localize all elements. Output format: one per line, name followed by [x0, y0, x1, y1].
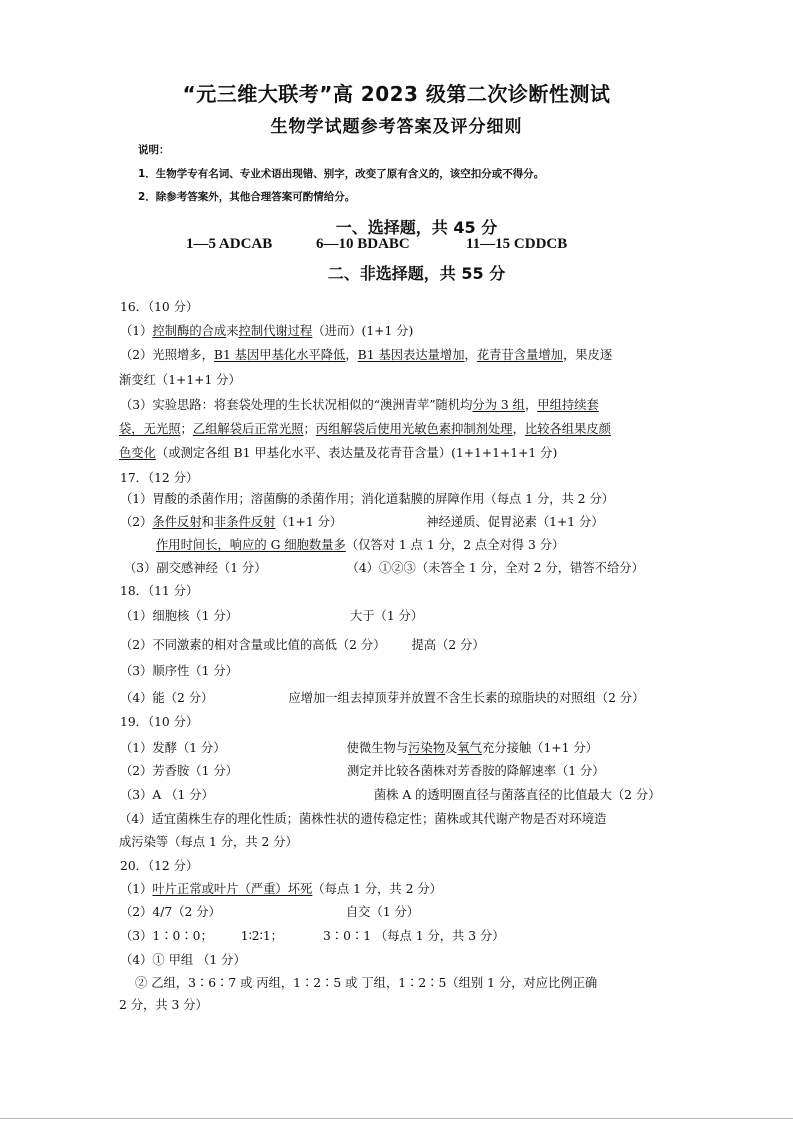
answer-text: （3）实验思路：将套袋处理的生长状况相似的“澳洲青苹”随机均	[120, 398, 473, 412]
answer-line	[120, 299, 198, 315]
answer-text: 及	[445, 741, 458, 755]
answer-line	[119, 811, 606, 827]
answer-line	[119, 834, 298, 850]
answer-text: 应增加一组去掉顶芽并放置不含生长素的琼脂块的对照组（2 分）	[288, 691, 645, 705]
answer-line	[120, 347, 612, 363]
answer-line	[120, 608, 423, 624]
underlined-answer: ，响应的 G 细胞数量多	[217, 538, 346, 552]
underlined-answer: B1 基因甲基化水平降低	[213, 348, 346, 362]
answer-text: ，果皮逐	[562, 348, 613, 362]
mc-answers-6-10: 6—10 BDABC	[316, 236, 410, 252]
answer-text: （3）副交感神经（1 分）	[124, 561, 267, 575]
note-item: 2．除参考答案外，其他合理答案可酌情给分。	[138, 191, 356, 203]
underlined-answer: 条件反射	[152, 515, 202, 529]
answer-text: ，	[524, 398, 538, 412]
mc-answers-1-5: 1—5 ADCAB	[186, 236, 273, 252]
answer-line	[120, 928, 505, 944]
answer-text: （1+1 分）	[275, 515, 343, 529]
answer-text: （仅答对 1 点 1 分，2 点全对得 3 分）	[345, 538, 565, 552]
underlined-answer: 甲组持续套	[537, 398, 599, 412]
answer-text: （4）①②③（未答全 1 分，全对 2 分，错答不给分）	[346, 561, 644, 575]
answer-line	[120, 560, 644, 576]
answer-line	[119, 997, 208, 1013]
answer-line	[120, 537, 564, 553]
answer-text: （4）① 甲组 （1 分）	[120, 953, 246, 967]
answer-text: 2 分，共 3 分）	[119, 998, 208, 1012]
answer-text: （3）A （1 分）	[120, 788, 214, 802]
underlined-answer: 叶片正常或叶片（严重）坏死	[152, 882, 313, 896]
answer-text: 测定并比较各菌株对芳香胺的降解速率（1 分）	[346, 764, 605, 778]
answer-text: 20．（12 分）	[120, 859, 199, 873]
answer-line	[119, 445, 557, 461]
answer-line	[120, 514, 604, 530]
underlined-answer: 作用时间长	[156, 538, 218, 552]
answer-text: （1）	[120, 882, 153, 896]
answer-line	[120, 858, 198, 874]
answer-text: （1）胃酸的杀菌作用；溶菌酶的杀菌作用；消化道黏膜的屏障作用（每点 1 分，共 2 分）	[120, 492, 615, 506]
answer-text: ；	[303, 422, 316, 436]
note-item: 1．生物学专有名词、专业术语出现错、别字，改变了原有含义的，该空扣分或不得分。	[138, 168, 545, 180]
answer-line	[120, 881, 442, 897]
answer-line	[120, 323, 413, 339]
answer-text: 充分接触（1+1 分）	[481, 741, 598, 755]
underlined-answer: 比较各组果皮颜	[524, 422, 611, 436]
answer-line	[120, 491, 614, 507]
answer-text: 提高（2 分）	[411, 638, 485, 652]
section2-title: 二、非选择题，共 55 分	[327, 264, 506, 283]
section1-title: 一、选择题，共 45 分	[335, 218, 498, 237]
answer-text: 大于（1 分）	[349, 609, 424, 623]
answer-text: （2）不同激素的相对含量或比值的高低（2 分）	[120, 638, 386, 652]
underlined-answer: 控制代谢过程	[238, 324, 313, 338]
answer-line	[120, 904, 419, 920]
answer-line	[119, 372, 241, 388]
answer-text: 神经递质、促胃泌素（1+1 分）	[426, 515, 604, 529]
answer-line	[119, 421, 611, 437]
answer-text: 16．（10 分）	[120, 300, 199, 314]
answer-text: ，	[464, 348, 477, 362]
underlined-answer: 氧气	[457, 741, 482, 755]
answer-text: 1∶2∶1；	[240, 929, 283, 943]
answer-text: 成污染等（每点 1 分，共 2 分）	[119, 835, 298, 849]
underlined-answer: 丙组解袋后使用光敏色素抑制剂处理	[315, 422, 513, 436]
answer-line	[120, 952, 246, 968]
page-bottom-rule	[0, 1118, 793, 1119]
answer-text: 使微生物与	[346, 741, 409, 755]
answer-line	[120, 714, 198, 730]
answer-key-subtitle: 生物学试题参考答案及评分细则	[270, 117, 523, 137]
answer-text: ，	[345, 348, 358, 362]
underlined-answer: 控制酶的合成	[152, 324, 227, 338]
answer-text: （3）1∶0∶0；	[120, 929, 213, 943]
underlined-answer: 袋，无光照	[119, 422, 181, 436]
answer-text: ② 乙组，3∶6∶7 或 丙组，1∶2∶5 或 丁组，1∶2∶5（组别 1 分，对应比例正确	[135, 976, 598, 990]
mc-answers-11-15: 11—15 CDDCB	[466, 236, 568, 252]
answer-text: （2）	[120, 515, 153, 529]
underlined-answer: 污染物	[408, 741, 446, 755]
answer-text: （1）发酵（1 分）	[120, 741, 226, 755]
answer-text: （2）光照增多，	[120, 348, 214, 362]
answer-line	[119, 975, 597, 991]
answer-line	[120, 397, 599, 413]
underlined-answer: 分为 3 组	[472, 398, 525, 412]
answer-text: （4）适宜菌株生存的理化性质；菌株性状的遗传稳定性；菌株或其代谢产物是否对环境造	[119, 812, 607, 826]
answer-text: 3∶0∶1 （每点 1 分，共 3 分）	[322, 929, 505, 943]
answer-text: 19．（10 分）	[120, 715, 199, 729]
answer-text: 自交（1 分）	[345, 905, 420, 919]
answer-line	[120, 787, 661, 803]
answer-text: （4）能（2 分）	[120, 691, 214, 705]
answer-text: （或测定各组 B1 甲基化水平、表达量及花青苷含量）(1+1+1+1+1 分)	[155, 446, 558, 460]
underlined-answer: 色变化	[119, 446, 156, 460]
answer-text: （1）细胞核（1 分）	[120, 609, 238, 623]
underlined-answer: 乙组解袋后正常光照	[192, 422, 304, 436]
answer-text: ，	[512, 422, 525, 436]
notes-heading: 说明：	[138, 144, 170, 156]
answer-text: （2）4/7（2 分）	[120, 905, 221, 919]
answer-text: （3）顺序性（1 分）	[120, 664, 238, 678]
answer-line	[120, 583, 198, 599]
answer-text: ；	[180, 422, 193, 436]
answer-text: （进而）(1+1 分)	[312, 324, 414, 338]
answer-text: 17．（12 分）	[120, 471, 199, 485]
answer-text: （每点 1 分，共 2 分）	[312, 882, 442, 896]
answer-line	[120, 663, 238, 679]
answer-text: 渐变红（1+1+1 分）	[119, 373, 241, 387]
answer-text: 来	[226, 324, 239, 338]
underlined-answer: 非条件反射	[213, 515, 276, 529]
answer-line	[120, 470, 198, 486]
answer-text: 菌株 A 的透明圈直径与菌落直径的比值最大（2 分）	[373, 788, 661, 802]
answer-line	[120, 637, 485, 653]
exam-title: “元三维大联考”高 2023 级第二次诊断性测试	[182, 82, 611, 106]
underlined-answer: B1 基因表达量增加	[357, 348, 465, 362]
answer-text: 18．（11 分）	[120, 584, 199, 598]
underlined-answer: 花青苷含量增加	[476, 348, 563, 362]
answer-text: 和	[201, 515, 214, 529]
answer-line	[120, 690, 644, 706]
answer-text: （2）芳香胺（1 分）	[120, 764, 238, 778]
answer-line	[120, 763, 605, 779]
answer-text: （1）	[120, 324, 153, 338]
answer-line	[120, 740, 598, 756]
